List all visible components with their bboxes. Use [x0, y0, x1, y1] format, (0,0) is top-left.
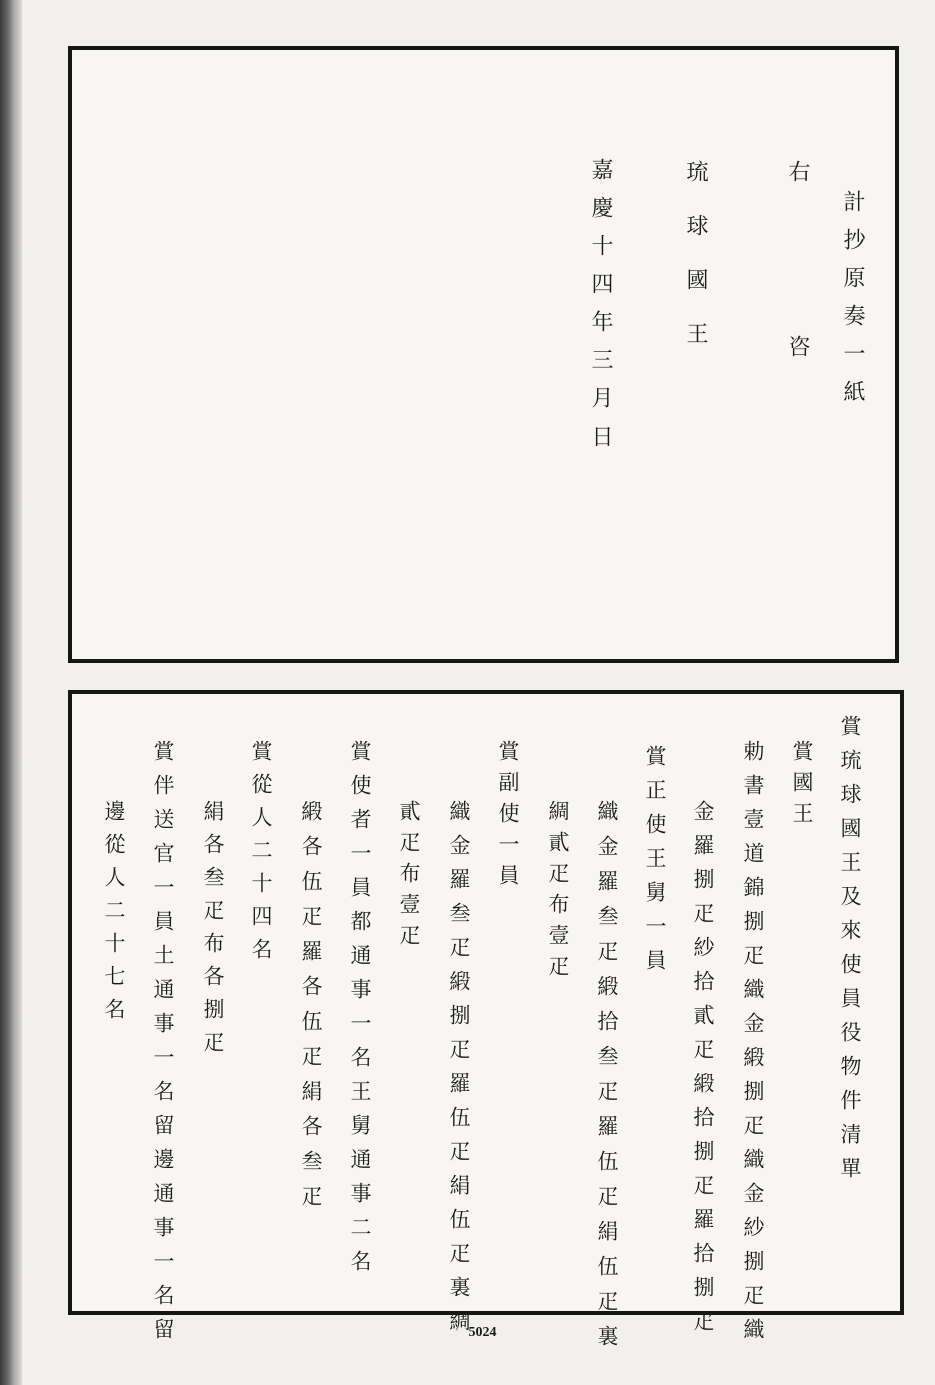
text-column-top-2: 右 [785, 160, 810, 191]
text-column-top-2-tail: 咨 [785, 335, 810, 357]
text-column-top-4-tail: 日 [588, 425, 613, 447]
document-frame-top [68, 46, 899, 663]
text-column-bottom-13: 賞從人二十四名 [249, 740, 273, 971]
text-column-bottom-7: 綢貳疋布壹疋 [546, 800, 570, 986]
text-column-bottom-2: 賞國王 [790, 740, 814, 833]
text-column-bottom-3: 勅書壹道錦捌疋織金緞捌疋織金紗捌疋織 [741, 740, 765, 1352]
text-column-bottom-12: 緞各伍疋羅各伍疋絹各叁疋 [299, 800, 323, 1220]
text-column-bottom-14: 絹各叁疋布各捌疋 [201, 800, 225, 1064]
text-column-bottom-9: 織金羅叁疋緞捌疋羅伍疋絹伍疋裏綢 [447, 800, 471, 1344]
text-column-bottom-1: 賞琉球國王及來使員役物件清單 [838, 715, 862, 1191]
text-column-bottom-16: 邊從人二十七名 [102, 800, 126, 1031]
book-spine-shadow [0, 0, 22, 1385]
text-column-bottom-15: 賞伴送官一員土通事一名留邊通事一名留 [151, 740, 175, 1352]
text-column-bottom-10: 貳疋布壹疋 [397, 800, 421, 955]
text-column-bottom-5: 賞正使王舅一員 [643, 745, 667, 983]
text-column-top-4-date: 嘉慶十四年三月 [588, 158, 613, 424]
page-number: 5024 [468, 1325, 497, 1340]
text-column-bottom-8: 賞副使一員 [496, 740, 520, 895]
text-column-top-1: 計抄原奏一紙 [840, 190, 865, 418]
text-column-bottom-6: 織金羅叁疋緞拾叁疋羅伍疋絹伍疋裏 [595, 800, 619, 1360]
text-column-bottom-4: 金羅捌疋紗拾貳疋緞拾捌疋羅拾捌疋 [691, 800, 715, 1344]
document-frame-bottom [68, 690, 904, 1315]
text-column-top-3: 琉球國王 [683, 160, 708, 376]
text-column-bottom-11: 賞使者一員都通事一名王舅通事二名 [348, 740, 372, 1284]
